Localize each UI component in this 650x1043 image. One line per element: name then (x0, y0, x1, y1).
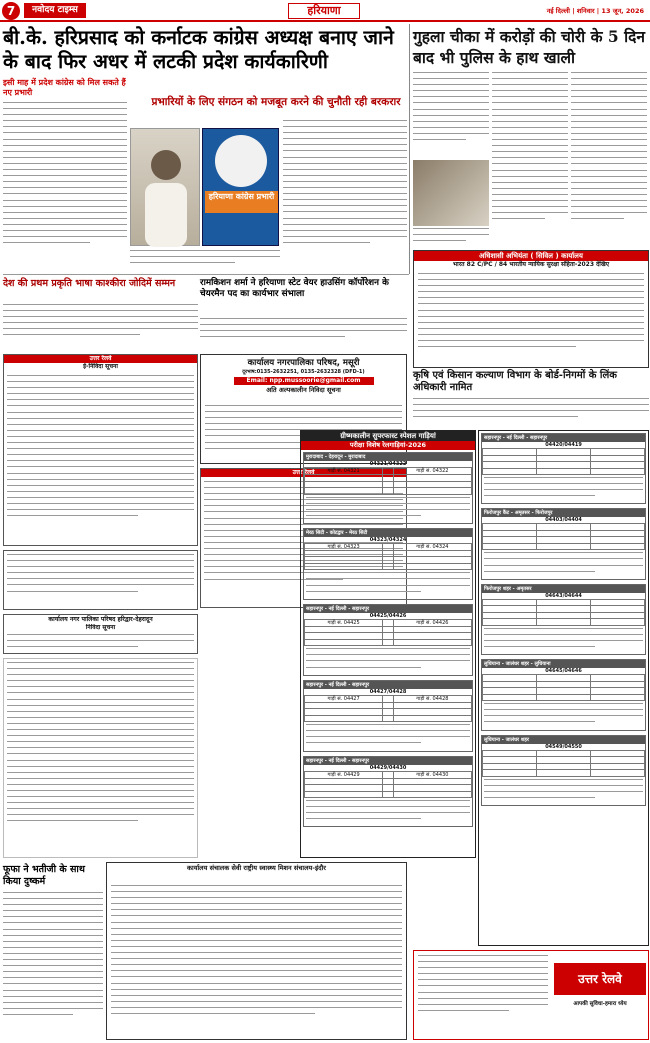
train-block (481, 433, 646, 504)
haridwar-ad-sub: निविदा सूचना (85, 624, 116, 631)
page-number: 7 (2, 2, 20, 20)
health-mission-title: कार्यालय संचालक सेवी राष्ट्रीय स्वास्थ्य मिशन संचालय-इंदौर (187, 864, 326, 872)
train-route: सहारनपुर - नई दिल्ली - सहारनपुर (304, 605, 472, 613)
train-route: सहारनपुर - नई दिल्ली - सहारनपुर (482, 434, 645, 442)
lead-kicker-wrap (3, 78, 127, 97)
train-timetable (482, 523, 645, 550)
mid-right-body (413, 398, 649, 428)
tender-ad-2 (3, 550, 198, 610)
train-timetable (304, 543, 472, 571)
theft-photo (413, 160, 489, 226)
railway-special-ad-right (478, 430, 649, 946)
train-route: लुधियाना - जालंधर शहर - लुधियाना (482, 660, 645, 668)
health-mission-ad (106, 862, 407, 1040)
tender-ad-2-body (7, 554, 194, 608)
train-route: सहारनपुर - नई दिल्ली - सहारनपुर (304, 681, 472, 689)
mid-right-headline: कृषि एवं किसान कल्याण विभाग के बोर्ड-निगमों के लिंक अधिकारी नामित (413, 370, 617, 393)
train-right-no: गाड़ी सं. 04428 (393, 695, 471, 702)
haridwar-table-body (7, 662, 194, 856)
train-route: मेरठ सिटी - कोटद्वार - मेरठ सिटी (304, 529, 472, 537)
train-timetable (304, 467, 472, 495)
lead-kicker: इसी माह में प्रदेश कांग्रेस को मिल सकते हैं नए प्रभारी (3, 78, 126, 97)
court-notice-sub: भारत 82 C/PC / 84 भारतीय न्यायिक सुरक्षा संहिता-2023 देखिए (452, 261, 610, 268)
train-timetable (482, 448, 645, 475)
train-timetable (304, 619, 472, 647)
train-number: 04403/04404 (545, 517, 582, 524)
train-number: 04425/04426 (369, 612, 407, 619)
dateline: नई दिल्ली | शनिवार | 13 जून, 2026 (546, 7, 644, 15)
tender-ad-1-brand: उत्तर रेलवे (4, 355, 197, 363)
promo-photo-ring (215, 135, 267, 187)
train-right-no: गाड़ी सं. 04322 (393, 468, 471, 475)
railway-footer-tagline: आपकी सुविधा-हमारा ध्येय (573, 1001, 627, 1007)
masthead (0, 0, 650, 22)
train-left-no: गाड़ी सं. 04323 (305, 543, 383, 550)
lead-body-bottom (130, 250, 280, 272)
haridwar-ad-body (7, 634, 194, 652)
right-top-headline: गुहला चीका में करोड़ों की चोरी के 5 दिन बाद भी पुलिस के हाथ खाली (413, 27, 645, 67)
municipal-ad-title: कार्यालय नगरपालिका परिषद, मसूरी (247, 358, 360, 368)
train-number: 04429/04430 (369, 764, 407, 771)
train-number: 04427/04428 (369, 688, 407, 695)
train-block (481, 735, 646, 806)
haridwar-table (3, 658, 198, 858)
train-block (303, 680, 473, 752)
train-block (303, 604, 473, 676)
railway-footer-ad (413, 950, 649, 1040)
train-number: 04323/04324 (369, 536, 407, 543)
train-number: 04549/04550 (545, 743, 582, 750)
train-left-no: गाड़ी सं. 04429 (305, 771, 383, 778)
train-timetable (482, 674, 645, 701)
court-notice (413, 250, 649, 368)
train-block (481, 584, 646, 655)
train-list-left (301, 452, 475, 827)
bottom-left-body (3, 892, 103, 1040)
railway-footer-brand: उत्तर रेलवे (554, 963, 646, 995)
section-title: हरियाणा (288, 3, 360, 19)
train-number: 04420/04419 (545, 442, 582, 448)
train-block (303, 756, 473, 828)
train-right-no: गाड़ी सं. 04430 (393, 771, 471, 778)
tender-ad-1 (3, 354, 198, 546)
train-timetable (482, 599, 645, 626)
mid-center-headline: रामकिशन शर्मा ने हरियाणा स्टेट वेयर हाउसिंग कॉर्पोरेशन के चेयरमैन पद का कार्यभार संभाला (200, 278, 389, 299)
train-left-no: गाड़ी सं. 04427 (305, 695, 383, 702)
train-list-right (479, 433, 648, 806)
train-block (481, 508, 646, 579)
court-notice-body (418, 273, 644, 365)
train-timetable (304, 771, 472, 799)
train-left-no: गाड़ी सं. 04321 (305, 468, 383, 475)
mid-center-body (200, 318, 407, 352)
municipal-ad-notice: अति अल्पकालीन निविदा सूचना (266, 386, 341, 394)
exam-trains-title: परीक्षा विशेष रेलगाड़ियां-2026 (301, 441, 475, 450)
promo-label: हरियाणा कांग्रेस प्रभारी (205, 191, 278, 213)
municipal-ad-email: Email: npp.mussoorie@gmail.com (234, 377, 374, 385)
court-notice-title: अधिशासी अभियंता ( सिविल ) कार्यालय (414, 251, 648, 261)
haridwar-ad-title: कार्यालय नगर पालिका परिषद हरिद्वार-देहरादून (48, 616, 153, 623)
train-route: फिरोजपुर कैंट - अमृतसर - फिरोजपुर (482, 509, 645, 517)
train-route: फिरोजपुर शहर - अमृतसर (482, 585, 645, 593)
mid-left-headline: देश की प्रथम प्रकृति भाषा काश्कीरा जोदिमें सम्मन (3, 278, 176, 289)
bottom-left-headline: फूफा ने भतीजी के साथ किया दुष्कर्म (3, 864, 85, 887)
right-top-body-a (413, 72, 489, 158)
railway-special-ad-left (300, 430, 476, 858)
railway-special-title: ग्रीष्मकालीन सुपरफास्ट स्पेशल गाड़ियां (301, 431, 475, 441)
train-route: सहारनपुर - नई दिल्ली - सहारनपुर (304, 757, 472, 765)
center-tender-ad-brand: उत्तर रेलवे (201, 469, 406, 477)
lead-body-left (3, 102, 127, 270)
right-top-body-d (571, 72, 647, 248)
pull-quote: प्रभारियों के लिए संगठन को मजबूत करने की चुनौती रही बरकरार (151, 96, 401, 108)
train-block (481, 659, 646, 730)
right-top-body-c (492, 72, 568, 248)
haridwar-ad (3, 614, 198, 654)
tender-ad-1-body (7, 375, 194, 543)
leader-photo (130, 128, 200, 246)
railway-footer-body (418, 955, 548, 1035)
promo-graphic (202, 128, 279, 246)
municipal-ad-phone: दूरभाष:0135-2632251, 0135-2632328 (DFD-1) (242, 369, 365, 375)
train-route: मुरादाबाद - देहरादून - मुरादाबाद (304, 453, 472, 461)
health-mission-body (111, 885, 402, 1037)
train-block (303, 452, 473, 524)
train-timetable (482, 750, 645, 777)
right-top-body-b (413, 228, 489, 248)
train-right-no: गाड़ी सं. 04324 (393, 543, 471, 550)
train-left-no: गाड़ी सं. 04425 (305, 619, 383, 626)
mid-left-body (3, 304, 198, 352)
lead-body-right (283, 120, 407, 270)
tender-ad-1-title: ई-निविदा सूचना (83, 363, 118, 370)
train-number: 04643/04644 (545, 592, 582, 599)
train-route: लुधियाना - जालंधर शहर (482, 736, 645, 744)
train-block (303, 528, 473, 600)
brand-logo: नवोदय टाइम्स (24, 3, 86, 18)
train-timetable (304, 695, 472, 723)
train-number: 04645/04646 (545, 668, 582, 675)
lead-headline: बी.के. हरिप्रसाद को कर्नाटक कांग्रेस अध्यक्ष बनाए जाने के बाद फिर अधर में लटकी प्रदेश कार्यकारिणी (3, 26, 394, 73)
train-right-no: गाड़ी सं. 04426 (393, 619, 471, 626)
train-number: 04321/04322 (369, 461, 407, 467)
